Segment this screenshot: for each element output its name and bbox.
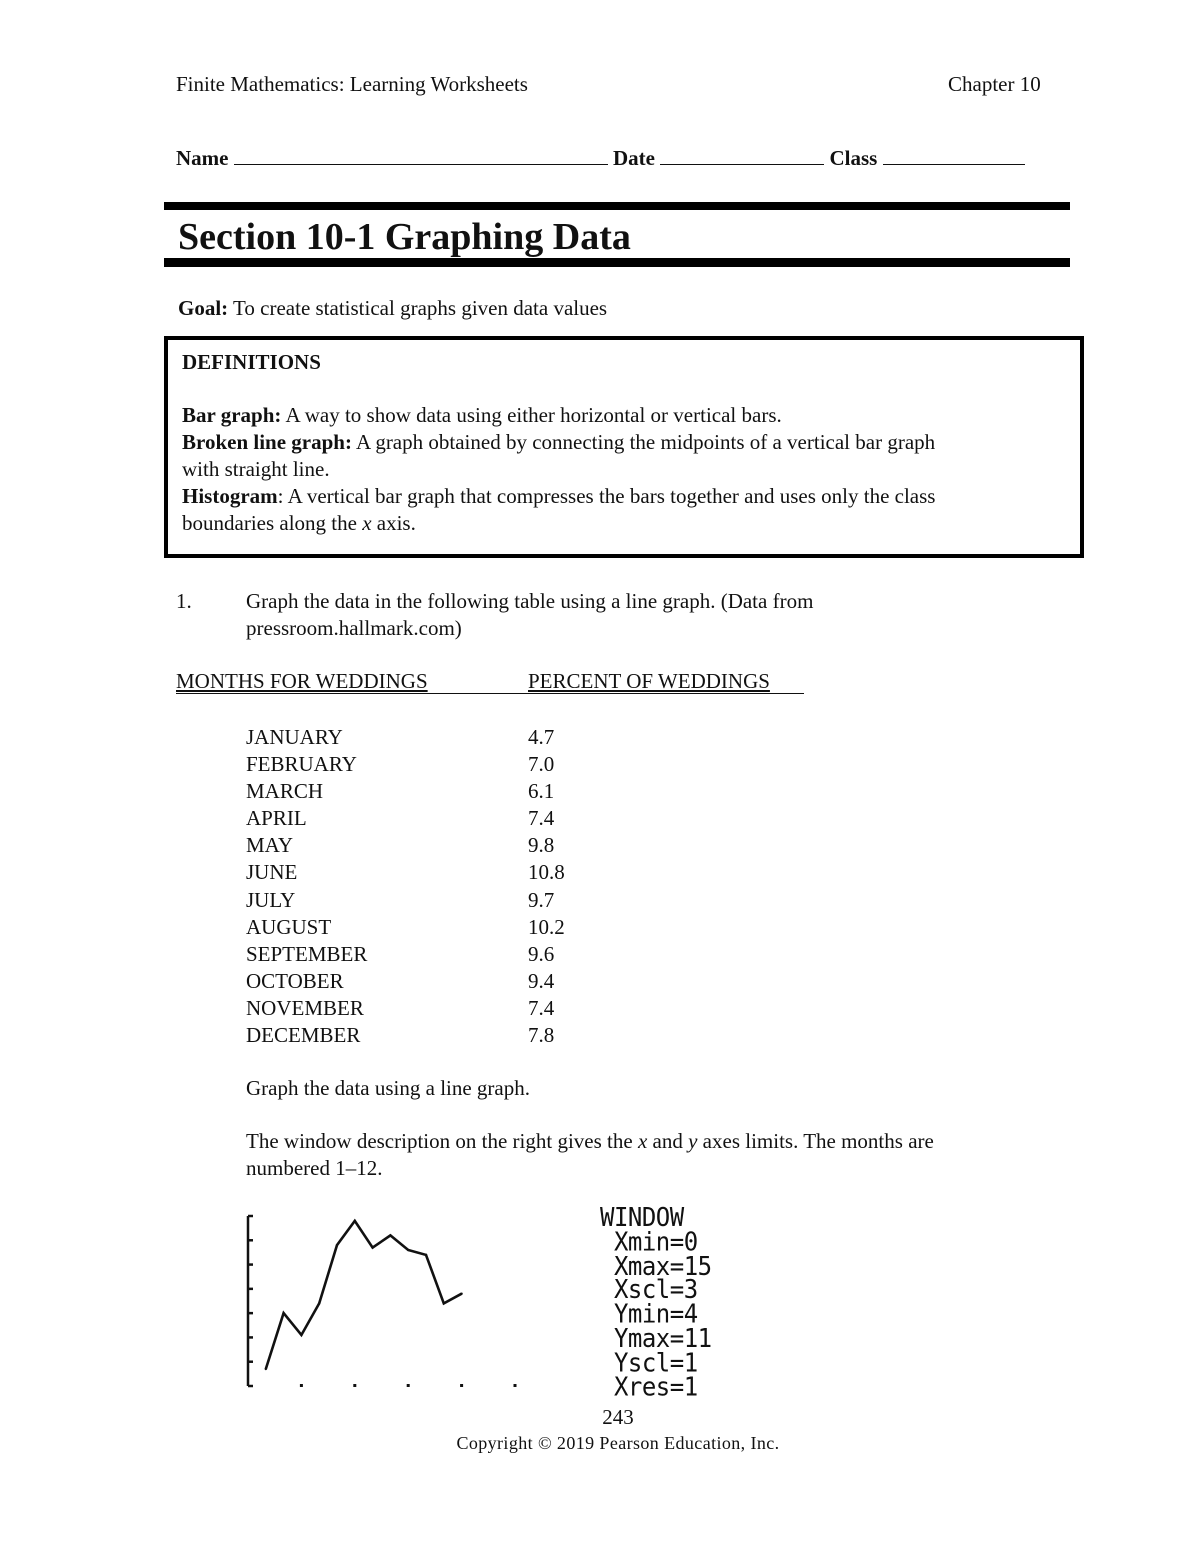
data-point: [336, 1244, 338, 1246]
window-setting-line: Xres=1: [600, 1371, 698, 1402]
bar-graph-term: Bar graph:: [182, 403, 282, 427]
data-point: [389, 1234, 391, 1236]
data-point: [407, 1249, 409, 1251]
date-blank[interactable]: [660, 144, 824, 165]
name-date-class-line: [176, 144, 1025, 171]
x-tick: [460, 1384, 463, 1387]
percent-cell: 7.4: [528, 995, 555, 1020]
instruction-months-numbered: numbered 1–12.: [246, 1156, 383, 1180]
window-setting-line: Yscl=1: [600, 1347, 698, 1378]
data-point: [443, 1302, 445, 1304]
month-cell: NOVEMBER: [246, 995, 364, 1020]
name-blank[interactable]: [234, 144, 608, 165]
percent-cell: 7.8: [528, 1023, 555, 1048]
percent-cell: 10.2: [528, 914, 565, 939]
data-point: [282, 1312, 284, 1314]
month-cell: MAY: [246, 833, 294, 858]
table-header-months: MONTHS FOR WEDDINGS: [176, 669, 428, 693]
percent-cell: 9.6: [528, 941, 555, 966]
definition-histogram: [182, 484, 935, 509]
bar-graph-text: A way to show data using either horizontal or vertical bars.: [281, 403, 782, 427]
question-number: 1.: [176, 589, 192, 613]
month-cell: OCTOBER: [246, 968, 344, 993]
page-number: 243: [602, 1405, 634, 1429]
month-cell: FEBRUARY: [246, 752, 357, 777]
x-var: x: [637, 1129, 648, 1153]
instruction-window-text-end: axes limits. The months are: [697, 1129, 934, 1153]
instruction-and: and: [647, 1129, 689, 1153]
x-tick: [353, 1384, 356, 1387]
broken-line-term: Broken line graph:: [182, 430, 352, 454]
window-setting-line: Ymin=4: [600, 1299, 698, 1330]
definition-broken-line-graph: [182, 430, 935, 455]
histogram-term: Histogram: [182, 484, 278, 508]
calculator-line-graph: [240, 1212, 520, 1392]
table-header-percent: PERCENT OF WEDDINGS: [528, 669, 770, 693]
x-tick: [300, 1384, 303, 1387]
section-title: Section 10-1 Graphing Data: [178, 216, 631, 258]
data-series-line: [266, 1221, 462, 1369]
data-point: [354, 1220, 356, 1222]
month-cell: SEPTEMBER: [246, 941, 368, 966]
month-cell: APRIL: [246, 806, 307, 831]
definitions-box: [164, 336, 1084, 558]
class-label: Class: [829, 146, 878, 170]
month-cell: DECEMBER: [246, 1023, 361, 1048]
month-cell: JUNE: [246, 860, 298, 885]
question-text-line-1: Graph the data in the following table using a line graph. (Data from: [246, 589, 814, 613]
window-setting-line: Ymax=11: [600, 1323, 712, 1354]
window-setting-line: Xscl=3: [600, 1275, 698, 1305]
goal-text: To create statistical graphs given data values: [228, 296, 608, 320]
data-point: [265, 1368, 267, 1370]
percent-cell: 7.0: [528, 752, 555, 777]
window-setting-line: Xmax=15: [600, 1251, 712, 1281]
data-point: [318, 1302, 320, 1304]
percent-cell: 10.8: [528, 860, 565, 885]
month-cell: JANUARY: [246, 725, 343, 749]
name-label: Name: [176, 146, 229, 170]
class-blank[interactable]: [883, 144, 1025, 165]
goal-line: [178, 296, 607, 321]
percent-cell: 9.8: [528, 833, 555, 858]
y-var: y: [688, 1129, 698, 1153]
instruction-window-text: The window description on the right gives the: [246, 1129, 638, 1153]
instruction-window-line: [246, 1129, 934, 1154]
percent-cell: 9.7: [528, 887, 555, 912]
goal-label: Goal:: [178, 296, 229, 320]
instruction-line-graph: Graph the data using a line graph.: [246, 1076, 530, 1100]
percent-cell: 7.4: [528, 806, 555, 831]
histogram-text: : A vertical bar graph that compresses the bars together and uses only the class: [277, 484, 936, 508]
date-label: Date: [612, 146, 655, 170]
month-cell: MARCH: [246, 779, 324, 804]
copyright: Copyright © 2019 Pearson Education, Inc.: [456, 1433, 780, 1453]
calculator-window-settings: [600, 1202, 712, 1402]
broken-line-text: A graph obtained by connecting the midpoints of a vertical bar graph: [351, 430, 936, 454]
data-point: [371, 1246, 373, 1248]
data-point: [460, 1293, 462, 1295]
data-point: [300, 1334, 302, 1336]
histogram-text-end: axis.: [371, 511, 416, 535]
top-rule: [164, 202, 1070, 210]
bottom-rule: [164, 258, 1070, 267]
histogram-x-var: x: [362, 511, 372, 535]
month-cell: JULY: [246, 887, 296, 912]
percent-cell: 6.1: [528, 779, 555, 804]
percent-cell: 9.4: [528, 968, 555, 993]
data-point: [425, 1254, 427, 1256]
question-text-line-2: pressroom.hallmark.com): [246, 616, 462, 640]
chapter-label: Chapter 10: [948, 72, 1041, 96]
x-tick: [407, 1384, 410, 1387]
book-title: Finite Mathematics: Learning Worksheets: [176, 72, 528, 96]
histogram-text-cont: [182, 511, 416, 536]
histogram-text-part: boundaries along the: [182, 511, 363, 535]
window-setting-line: Xmin=0: [600, 1226, 698, 1257]
x-tick: [514, 1384, 517, 1387]
definitions-heading: DEFINITIONS: [182, 350, 321, 374]
percent-cell: 4.7: [528, 725, 555, 749]
months-column: [246, 724, 367, 1049]
percents-column: [528, 724, 565, 1049]
broken-line-text-cont: with straight line.: [182, 457, 330, 481]
month-cell: AUGUST: [246, 914, 332, 939]
definition-bar-graph: [182, 403, 782, 428]
window-setting-line: WINDOW: [600, 1202, 684, 1233]
